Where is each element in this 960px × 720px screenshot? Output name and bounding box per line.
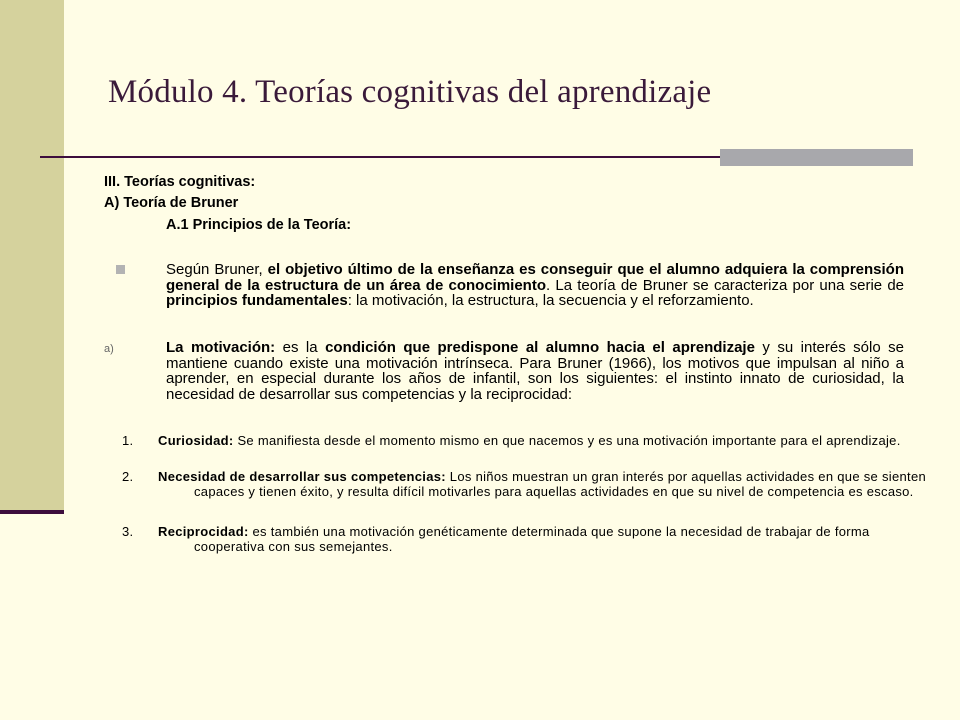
- sub-item-reciprocity: 3.Reciprocidad: es también una motivación genéticamente determinada que supone la necesidad de trabajar de forma cooperativa con sus semejantes.: [122, 524, 870, 554]
- sub-item-text: es también una motivación genéticamente determinada que supone la necesidad de trabajar de forma cooperativa con sus semejantes.: [194, 524, 870, 554]
- bold-run: el objetivo último de la enseñanza es conseguir que el alumno adquiera la comprensión general de la estructura de un área de conocimiento: [166, 261, 904, 294]
- bullet-square-icon: [116, 265, 125, 274]
- sub-item-curiosity: 1.Curiosidad: Se manifiesta desde el momento mismo en que nacemos y es una motivación importante para el aprendizaje.: [122, 433, 901, 448]
- sub-item-label: Reciprocidad:: [158, 524, 249, 539]
- text-run: . La teoría de Bruner se caracteriza por una serie de: [546, 276, 904, 294]
- text-run: Según Bruner,: [166, 261, 268, 278]
- sub-item-text: Se manifiesta desde el momento mismo en que nacemos y es una motivación importante para el aprendizaje.: [233, 433, 901, 448]
- sub-item-label: Curiosidad:: [158, 433, 234, 448]
- sub-item-label: Necesidad de desarrollar sus competencias:: [158, 469, 446, 484]
- text-run: es la: [275, 339, 326, 356]
- bruner-objective-paragraph: [166, 262, 904, 309]
- sub-item-competencies: 2.Necesidad de desarrollar sus competencias: Los niños muestran un gran interés por aquellas actividades en que se sienten capaces y tienen éxito, y resulta difícil motivarles para aquellas actividades en que su nivel de competencia es escaso.: [122, 469, 927, 499]
- item-marker: a): [104, 343, 114, 355]
- principles-heading: A.1 Principios de la Teoría:: [166, 217, 352, 233]
- subsection-heading: A) Teoría de Bruner: [104, 195, 239, 211]
- bold-run: principios fundamentales: [166, 292, 348, 309]
- side-decoration-line: [0, 510, 64, 514]
- motivation-paragraph: [166, 340, 904, 402]
- side-decoration-bar: [0, 0, 64, 512]
- bold-run: La motivación:: [166, 339, 276, 356]
- text-run: y su interés sólo se mantiene cuando existe una motivación intrínseca. Para Bruner (1966), los motivos que impulsan al niño a aprender, en especial durante los años de infantil, son los siguientes: el instinto innato de curiosidad, la necesidad de desarrollar sus competencias y la reciprocidad:: [166, 339, 904, 403]
- bold-run: condición que predispone al alumno hacia el aprendizaje: [325, 339, 755, 356]
- sub-item-text: Los niños muestran un gran interés por aquellas actividades en que se sienten capaces y tienen éxito, y resulta difícil motivarles para aquellas actividades en que su nivel de competencia es escaso.: [194, 469, 927, 499]
- slide-title: Módulo 4. Teorías cognitivas del aprendizaje: [108, 74, 712, 110]
- divider-accent-block: [720, 149, 913, 166]
- section-heading: III. Teorías cognitivas:: [104, 174, 256, 190]
- text-run: : la motivación, la estructura, la secuencia y el reforzamiento.: [347, 292, 754, 309]
